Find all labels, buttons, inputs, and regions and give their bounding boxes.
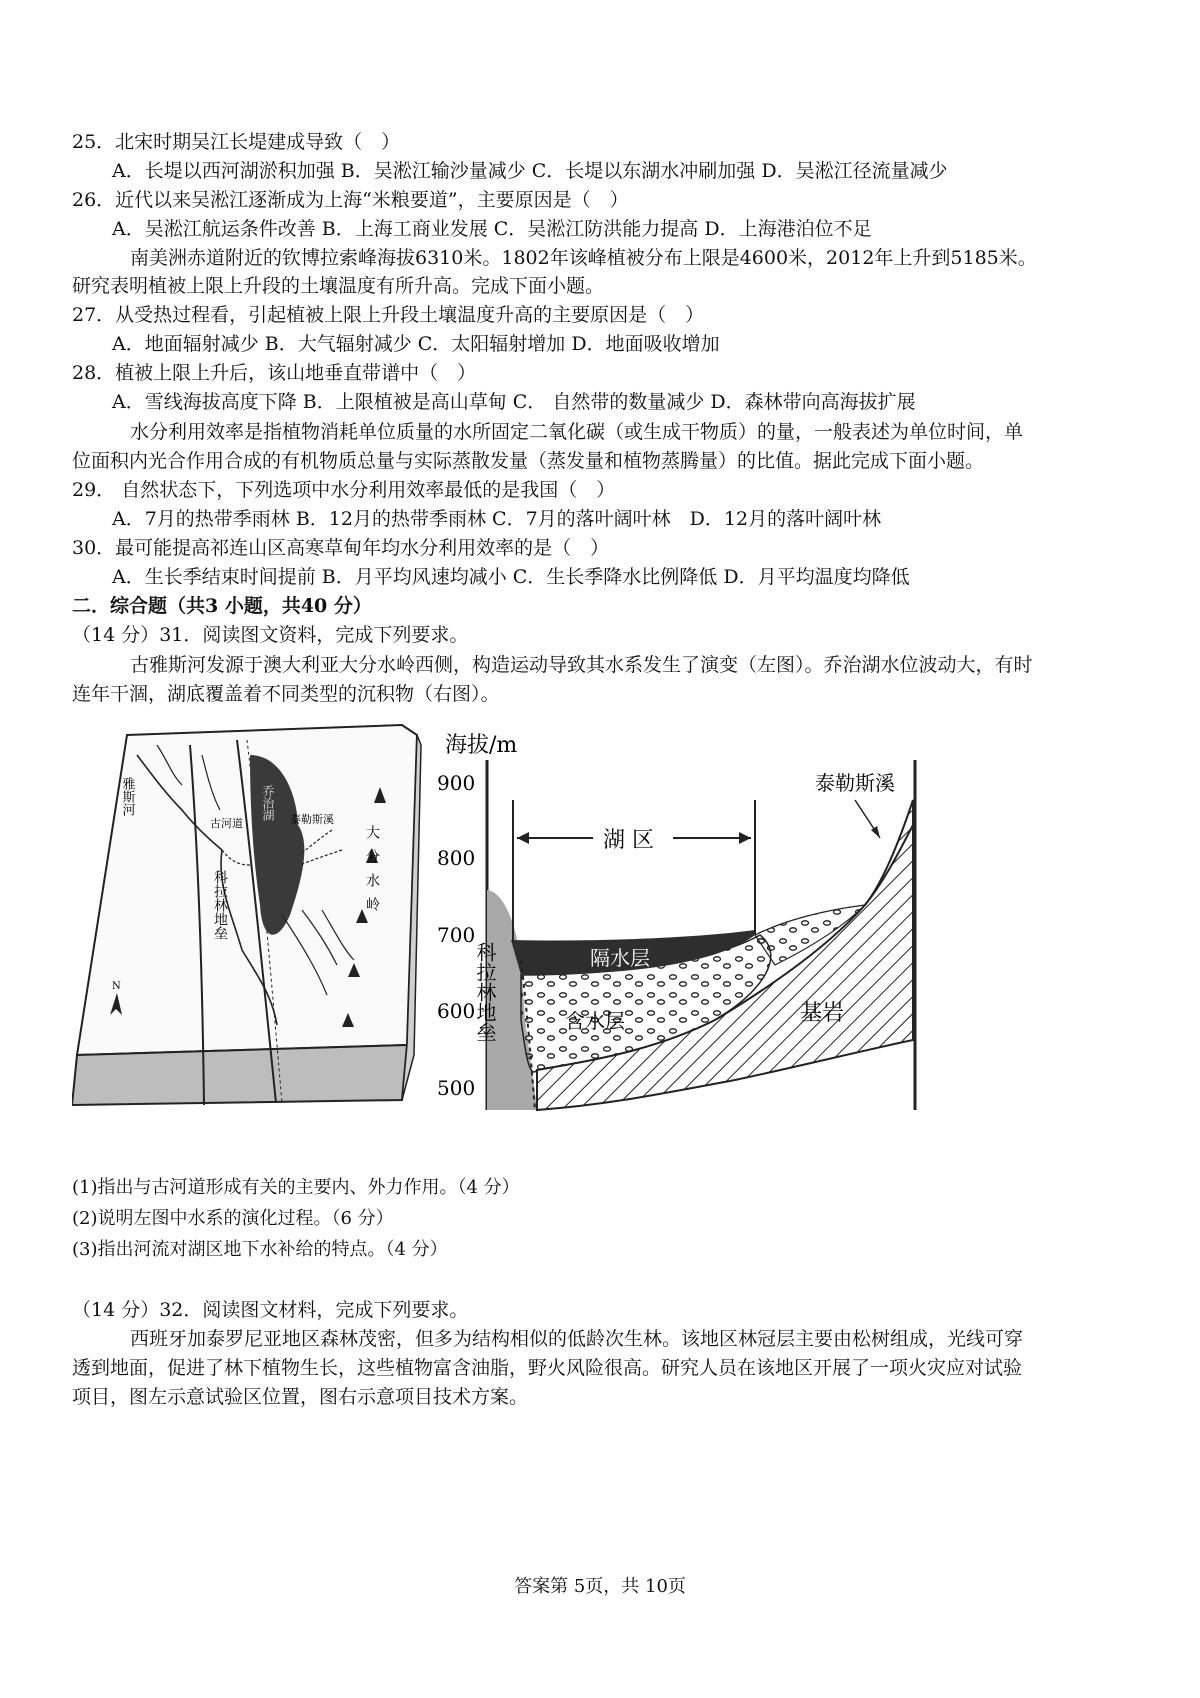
q30-stem: 30．最可能提高祁连山区高寒草甸年均水分利用效率的是（ ）	[72, 537, 610, 559]
q32-para2: 透到地面，促进了林下植物生长，这些植物富含油脂，野火风险很高。研究人员在该地区开展了一项火灾应对试验	[72, 1357, 1023, 1379]
passage-water-line2: 位面积内光合作用合成的有机物质总量与实际蒸散发量（蒸发量和植物蒸腾量）的比值。据此完成下面小题。	[72, 450, 985, 472]
creek-label: 泰勒斯溪	[290, 813, 334, 826]
section-2-title: 二．综合题（共3 小题，共40 分）	[72, 595, 372, 617]
q26-options: A．吴淞江航运条件改善 B．上海工商业发展 C．吴淞江防洪能力提高 D．上海港泊位不足	[112, 218, 872, 240]
range-label: 大分水岭	[364, 825, 380, 921]
q32-para1: 西班牙加泰罗尼亚地区森林茂密，但多为结构相似的低龄次生林。该地区林冠层主要由松树组成，光线可穿	[130, 1328, 1024, 1350]
q32-header: （14 分）32．阅读图文材料，完成下列要求。	[72, 1299, 469, 1321]
q32-para3: 项目，图左示意试验区位置，图右示意项目技术方案。	[72, 1386, 529, 1408]
passage-water-line1: 水分利用效率是指植物消耗单位质量的水所固定二氧化碳（或生成干物质）的量，一般表述为单位时间，单	[130, 421, 1024, 443]
passage-chimborazo-line2: 研究表明植被上限上升段的土壤温度有所升高。完成下面小题。	[72, 275, 605, 297]
tick-800: 800	[437, 846, 476, 870]
tick-900: 900	[437, 771, 476, 795]
tick-600: 600	[437, 999, 476, 1023]
page-footer: 答案第 5页，共 10页	[514, 1576, 686, 1597]
q25-options: A．长堤以西河湖淤积加强 B．吴淞江输沙量减少 C．长堤以东湖水冲刷加强 D．吴淞江径流量减少	[112, 160, 948, 182]
yass-river-label: 雅斯河	[119, 777, 135, 816]
q31-sub3: (3)指出河流对湖区地下水补给的特点。（4 分）	[72, 1239, 448, 1260]
north-label: N	[112, 981, 121, 992]
q30-options: A．生长季结束时间提前 B．月平均风速均减小 C．生长季降水比例降低 D．月平均温度均降低	[112, 566, 910, 588]
q28-stem: 28．植被上限上升后，该山地垂直带谱中（ ）	[72, 362, 477, 384]
q31-para2: 连年干涸，湖底覆盖着不同类型的沉积物（右图）。	[72, 683, 500, 705]
lake-label: 乔治湖	[261, 785, 275, 821]
tick-700: 700	[437, 923, 476, 947]
q29-stem: 29． 自然状态下，下列选项中水分利用效率最低的是我国（ ）	[72, 479, 616, 501]
river-system-block-diagram	[72, 715, 422, 1115]
q29-options: A．7月的热带季雨林 B．12月的热带季雨林 C．7月的落叶阔叶林 D．12月的落叶阔叶林	[112, 508, 882, 530]
q27-options: A．地面辐射减少 B．大气辐射减少 C．太阳辐射增加 D．地面吸收增加	[112, 333, 720, 355]
old-channel-label: 古河道	[210, 817, 243, 830]
passage-chimborazo-line1: 南美洲赤道附近的钦博拉索峰海拔6310米。1802年该峰植被分布上限是4600米，2012年上升到5185米。	[130, 247, 1037, 269]
tick-500: 500	[437, 1076, 476, 1100]
q27-stem: 27．从受热过程看，引起植被上限上升段土壤温度升高的主要原因是（ ）	[72, 304, 705, 326]
lake-cross-section	[425, 720, 925, 1135]
horst-section-label: 科拉林地垒	[473, 942, 497, 1042]
q31-para1: 古雅斯河发源于澳大利亚大分水岭西侧，构造运动导致其水系发生了演变（左图）。乔治湖水位波动大，有时	[130, 654, 1033, 676]
q31-sub1: (1)指出与古河道形成有关的主要内、外力作用。（4 分）	[72, 1177, 520, 1198]
lake-area-label: 湖 区	[603, 828, 654, 853]
q31-sub2: (2)说明左图中水系的演化过程。（6 分）	[72, 1208, 394, 1229]
q25-stem: 25．北宋时期吴江长堤建成导致（ ）	[72, 131, 401, 153]
y-axis-label: 海拔/m	[445, 733, 518, 758]
horst-label: 科拉林地垒	[212, 870, 228, 940]
aquitard-label: 隔水层	[590, 946, 650, 970]
q26-stem: 26．近代以来吴淞江逐渐成为上海“米粮要道”，主要原因是（ ）	[72, 189, 629, 211]
creek-section-label: 泰勒斯溪	[815, 771, 895, 795]
y-axis-ticks	[437, 771, 475, 1100]
bedrock-label: 基岩	[800, 1001, 845, 1026]
aquifer-label: 含水层	[565, 1009, 625, 1033]
q28-options: A．雪线海拔高度下降 B．上限植被是高山草甸 C． 自然带的数量减少 D．森林带向高海拔扩展	[112, 391, 916, 413]
q31-header: （14 分）31．阅读图文资料，完成下列要求。	[72, 624, 469, 646]
